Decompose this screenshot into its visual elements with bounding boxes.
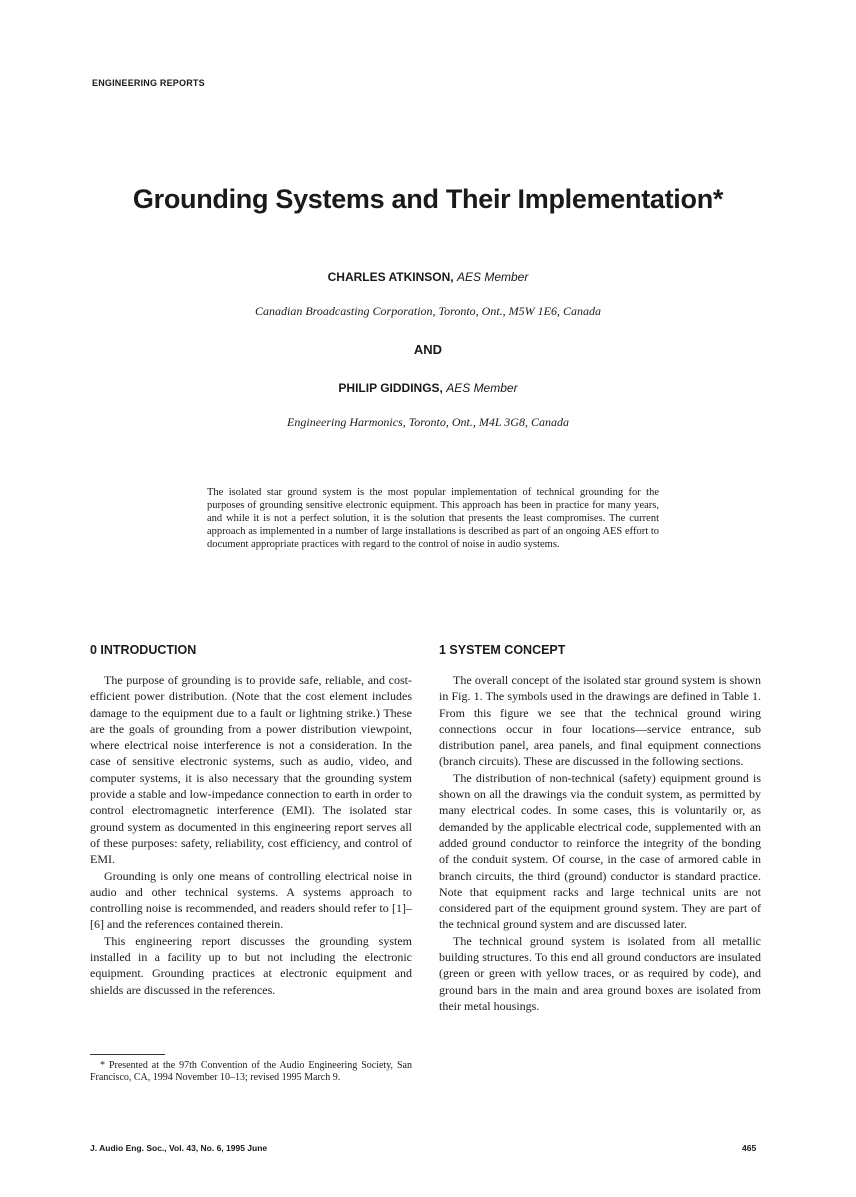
page-number: 465 <box>742 1143 757 1153</box>
intro-heading: 0 INTRODUCTION <box>90 643 197 657</box>
intro-paragraph-1: The purpose of grounding is to provide safe, reliable, and cost-efficient power distribution. (Note that the cost element includes damage to the equipment due to a fault or lightning strike.) These are the goals of grounding from a power distribution viewpoint, where electrical noise interference is not a consideration. In the case of sensitive electronic systems, such as audio, video, and computer systems, it is also necessary that the grounding system provide a stable and low-impedance connection to earth in order to control electromagnetic interference (EMI). The isolated star ground system as documented in this engineering report serves all of these purposes: safety, reliability, cost efficiency, and control of EMI. <box>90 673 412 867</box>
intro-paragraph-3: This engineering report discusses the grounding system installed in a facility up to but not including the electronic equipment. Grounding practices at electronic equipment and shields are discussed in the references. <box>90 933 412 997</box>
author-2-name: PHILIP GIDDINGS, <box>338 381 443 395</box>
footer-citation: J. Audio Eng. Soc., Vol. 43, No. 6, 1995 June <box>90 1143 268 1153</box>
footnote-rule <box>90 1054 165 1055</box>
author-1 <box>0 270 856 284</box>
author-1-affiliation: Canadian Broadcasting Corporation, Toronto, Ont., M5W 1E6, Canada <box>254 304 602 318</box>
system-concept-paragraph-1: The overall concept of the isolated star ground system is shown in Fig. 1. The symbols used in the drawings are defined in Table 1. From this figure we see that the technical ground wiring connections occur in four locations—service entrance, sub distribution panel, area panels, and final equipment connections (branch circuits). These are discussed in the following sections. <box>439 673 761 769</box>
intro-column <box>90 672 412 998</box>
author-1-name: CHARLES ATKINSON, <box>327 270 454 284</box>
author-1-membership: AES Member <box>456 270 529 284</box>
system-concept-column <box>439 672 761 1014</box>
paper-title: Grounding Systems and Their Implementation* <box>132 184 724 214</box>
abstract: The isolated star ground system is the most popular implementation of technical grounding for the purposes of grounding sensitive electronic equipment. This approach has been in practice for many years, and while it is not a perfect solution, it is the solution that presents the least compromises. The current approach as implemented in a number of large installations is described as part of an ongoing AES effort to document appropriate practices with regard to the control of noise in audio systems. <box>207 487 659 550</box>
intro-paragraph-2: Grounding is only one means of controlling electrical noise in audio and other technical systems. A systems approach to controlling noise is recommended, and readers should refer to [1]–[6] and the references contained therein. <box>90 868 412 932</box>
system-concept-paragraph-2: The distribution of non-technical (safety) equipment ground is shown on all the drawings via the conduit system, as permitted by many electrical codes. In some cases, this is voluntarily or, as demanded by the applicable electrical code, supplemented with an added ground conductor to reinforce the integrity of the bonding of the conduit system. Of course, in the case of armored cable in branch circuits, the third (ground) conductor is standard practice. Note that equipment racks and large technical units are not considered part of the equipment ground system. They are part of the technical ground system and are discussed later. <box>439 770 761 932</box>
running-header: ENGINEERING REPORTS <box>92 78 205 88</box>
author-2-affiliation: Engineering Harmonics, Toronto, Ont., M4L 3G8, Canada <box>287 415 569 429</box>
system-concept-paragraph-3: The technical ground system is isolated from all metallic building structures. To this end all ground conductors are insulated (green or green with yellow traces, or as required by code), and ground bars in the main and area ground boxes are isolated from their metal housings. <box>439 933 761 1013</box>
author-2-membership: AES Member <box>446 381 518 395</box>
footnote: * Presented at the 97th Convention of the Audio Engineering Society, San Francisco, CA, 1994 November 10–13; revised 1995 March 9. <box>90 1060 412 1083</box>
and-separator: AND <box>413 342 443 357</box>
system-concept-heading: 1 SYSTEM CONCEPT <box>439 643 566 657</box>
author-2 <box>0 381 856 395</box>
